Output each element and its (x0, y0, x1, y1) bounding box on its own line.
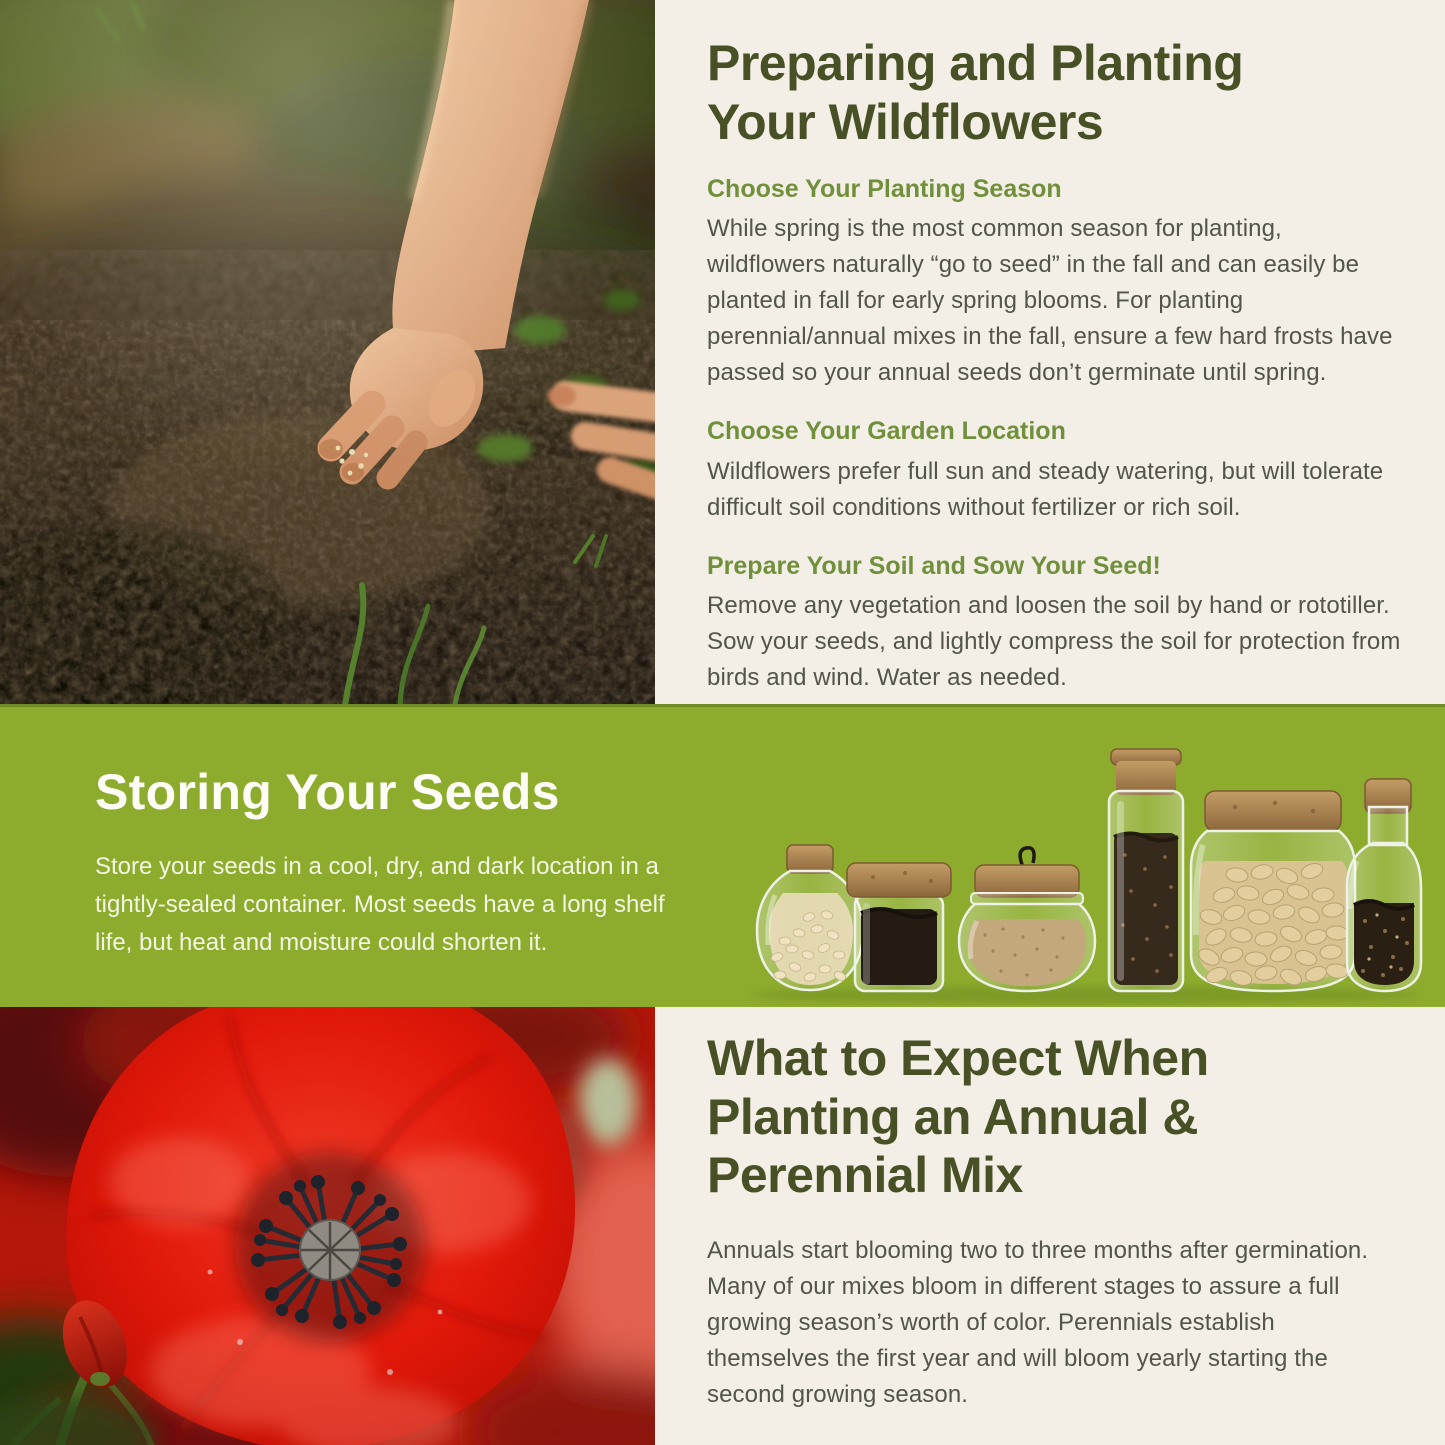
poppy-photo (0, 1007, 655, 1445)
seed-jars-photo (735, 745, 1423, 1005)
what-to-expect-title-line-2: Planting an Annual & (707, 1088, 1198, 1145)
heading-planting-season: Choose Your Planting Season (707, 175, 1062, 203)
poppy-illustration (0, 1007, 655, 1445)
jars-shadow (750, 986, 1420, 1004)
poppy-flower (67, 1007, 576, 1445)
what-to-expect-title-line-3: Perennial Mix (707, 1147, 1023, 1203)
pale-bud (578, 1058, 638, 1146)
what-to-expect-section (655, 1007, 1445, 1445)
jar-tan-seeds (959, 848, 1095, 991)
page-title (707, 34, 1401, 151)
paragraph-prepare-soil: Remove any vegetation and loosen the soil by hand or rototiller. Sow your seeds, and lightly compress the soil for protection from birds and wind. Water as needed. (707, 591, 1401, 691)
jar-seed-mix (1347, 779, 1421, 991)
jar-pumpkin-seeds (1191, 791, 1355, 991)
paragraph-garden-location: Wildflowers prefer full sun and steady watering, but will tolerate difficult soil conditions without fertilizer or rich soil. (707, 457, 1384, 521)
page-title-line-1: Preparing and Planting (707, 35, 1244, 91)
what-to-expect-title (707, 1029, 1401, 1205)
preparing-planting-section (655, 0, 1445, 704)
storing-seeds-textblock (95, 763, 695, 962)
page-title-line-2: Your Wildflowers (707, 93, 1104, 150)
heading-garden-location: Choose Your Garden Location (707, 417, 1066, 446)
seed-jars-illustration (735, 745, 1423, 1005)
what-to-expect-title-line-1: What to Expect When (707, 1030, 1209, 1086)
storing-seeds-paragraph: Store your seeds in a cool, dry, and dark location in a tightly-sealed container. Most seeds have a long shelf life, but heat and moisture could shorten it. (95, 853, 665, 956)
sowing-seeds-photo (0, 0, 655, 704)
storing-seeds-title: Storing Your Seeds (95, 764, 560, 820)
jar-dark-seeds (847, 863, 951, 991)
heading-prepare-soil: Prepare Your Soil and Sow Your Seed! (707, 551, 1161, 580)
sowing-seeds-illustration (0, 0, 655, 704)
jar-beans (757, 845, 863, 990)
jar-tall-tube (1109, 749, 1183, 991)
paragraph-planting-season: While spring is the most common season for planting, wildflowers naturally “go to seed” in the fall and can easily be planted in fall for early spring blooms. For planting perennial/annual mixes in the fall, ensure a few hard frosts have passed so your annual seeds don’t germinate until spring. (707, 215, 1393, 387)
what-to-expect-paragraph: Annuals start blooming two to three months after germination. Many of our mixes bloom in different stages to assure a full growing season’s worth of color. Perennials establish themselves the first year and will bloom yearly starting the second growing season. (707, 1236, 1369, 1408)
storing-seeds-band (0, 704, 1445, 1007)
